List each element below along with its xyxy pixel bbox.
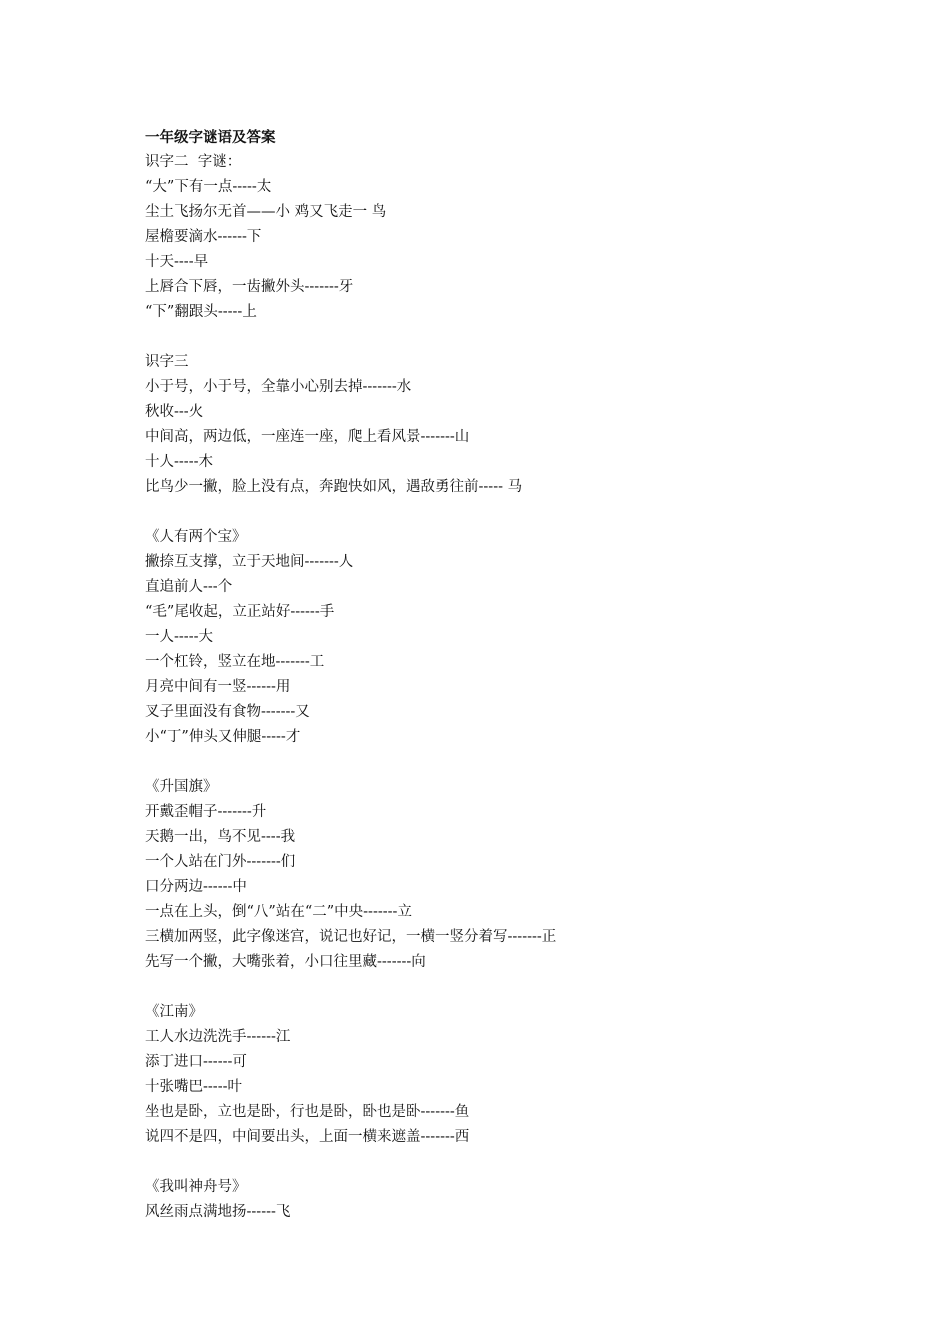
riddle-line: 尘土飞扬尔无首——小 鸡又飞走一 鸟 <box>145 204 387 220</box>
document-title: 一年级字谜语及答案 <box>145 129 276 146</box>
riddle-line: 秋收---火 <box>145 404 204 420</box>
riddle-line: 叉子里面没有食物-------又 <box>145 704 310 720</box>
riddle-line: 工人水边洗洗手------江 <box>145 1029 291 1045</box>
riddle-line: 小“丁”伸头又伸腿-----才 <box>145 729 301 745</box>
riddle-line: 三横加两竖，此字像迷宫，说记也好记，一横一竖分着写-------正 <box>145 929 557 945</box>
riddle-line: 中间高，两边低，一座连一座，爬上看风景-------山 <box>145 429 470 445</box>
riddle-line: 十张嘴巴-----叶 <box>145 1079 242 1095</box>
section-heading: 《人有两个宝》 <box>145 529 247 545</box>
section-heading: 识字三 <box>145 354 189 370</box>
document-content <box>145 125 845 1225</box>
riddle-line: 小于号，小于号，全靠小心别去掉-------水 <box>145 379 412 395</box>
riddle-line: 一点在上头，倒“八”站在“二”中央-------立 <box>145 904 412 920</box>
riddle-heading: 识字二 字谜： <box>145 154 242 170</box>
section-spacer <box>145 325 845 350</box>
riddle-line: 一人-----大 <box>145 629 213 645</box>
riddle-line: “下”翻跟头-----上 <box>145 304 257 320</box>
riddle-line: 一个人站在门外-------们 <box>145 854 296 870</box>
section-heading: 《升国旗》 <box>145 779 218 795</box>
riddle-line: 屋檐要滴水------下 <box>145 229 262 245</box>
riddle-line: 月亮中间有一竖------用 <box>145 679 291 695</box>
section-spacer <box>145 975 845 1000</box>
section-heading: 《江南》 <box>145 1004 203 1020</box>
riddle-line: 开戴歪帽子-------升 <box>145 804 267 820</box>
riddle-line: 风丝雨点满地扬------飞 <box>145 1204 291 1220</box>
riddle-line: 口分两边------中 <box>145 879 247 895</box>
riddle-line: 先写一个撇，大嘴张着，小口往里藏-------向 <box>145 954 426 970</box>
riddle-line: 上唇合下唇，一齿撇外头-------牙 <box>145 279 354 295</box>
riddle-line: 一个杠铃，竖立在地-------工 <box>145 654 325 670</box>
riddle-line: 十人-----木 <box>145 454 213 470</box>
riddle-line: “大”下有一点-----太 <box>145 179 272 195</box>
riddle-line: 说四不是四，中间要出头，上面一横来遮盖-------西 <box>145 1129 470 1145</box>
riddle-line: 天鹅一出，鸟不见----我 <box>145 829 296 845</box>
riddle-line: 撇捺互支撑，立于天地间-------人 <box>145 554 354 570</box>
riddle-line: 坐也是卧，立也是卧，行也是卧，卧也是卧-------鱼 <box>145 1104 470 1120</box>
riddle-line: 直追前人---个 <box>145 579 233 595</box>
riddle-line: “毛”尾收起，立正站好------手 <box>145 604 335 620</box>
section-spacer <box>145 1150 845 1175</box>
riddle-line: 比鸟少一撇，脸上没有点，奔跑快如风，遇敌勇往前----- 马 <box>145 479 523 495</box>
section-spacer <box>145 750 845 775</box>
riddle-line: 添丁进口------可 <box>145 1054 247 1070</box>
section-heading: 《我叫神舟号》 <box>145 1179 247 1195</box>
section-spacer <box>145 500 845 525</box>
riddle-line: 十天----早 <box>145 254 209 270</box>
